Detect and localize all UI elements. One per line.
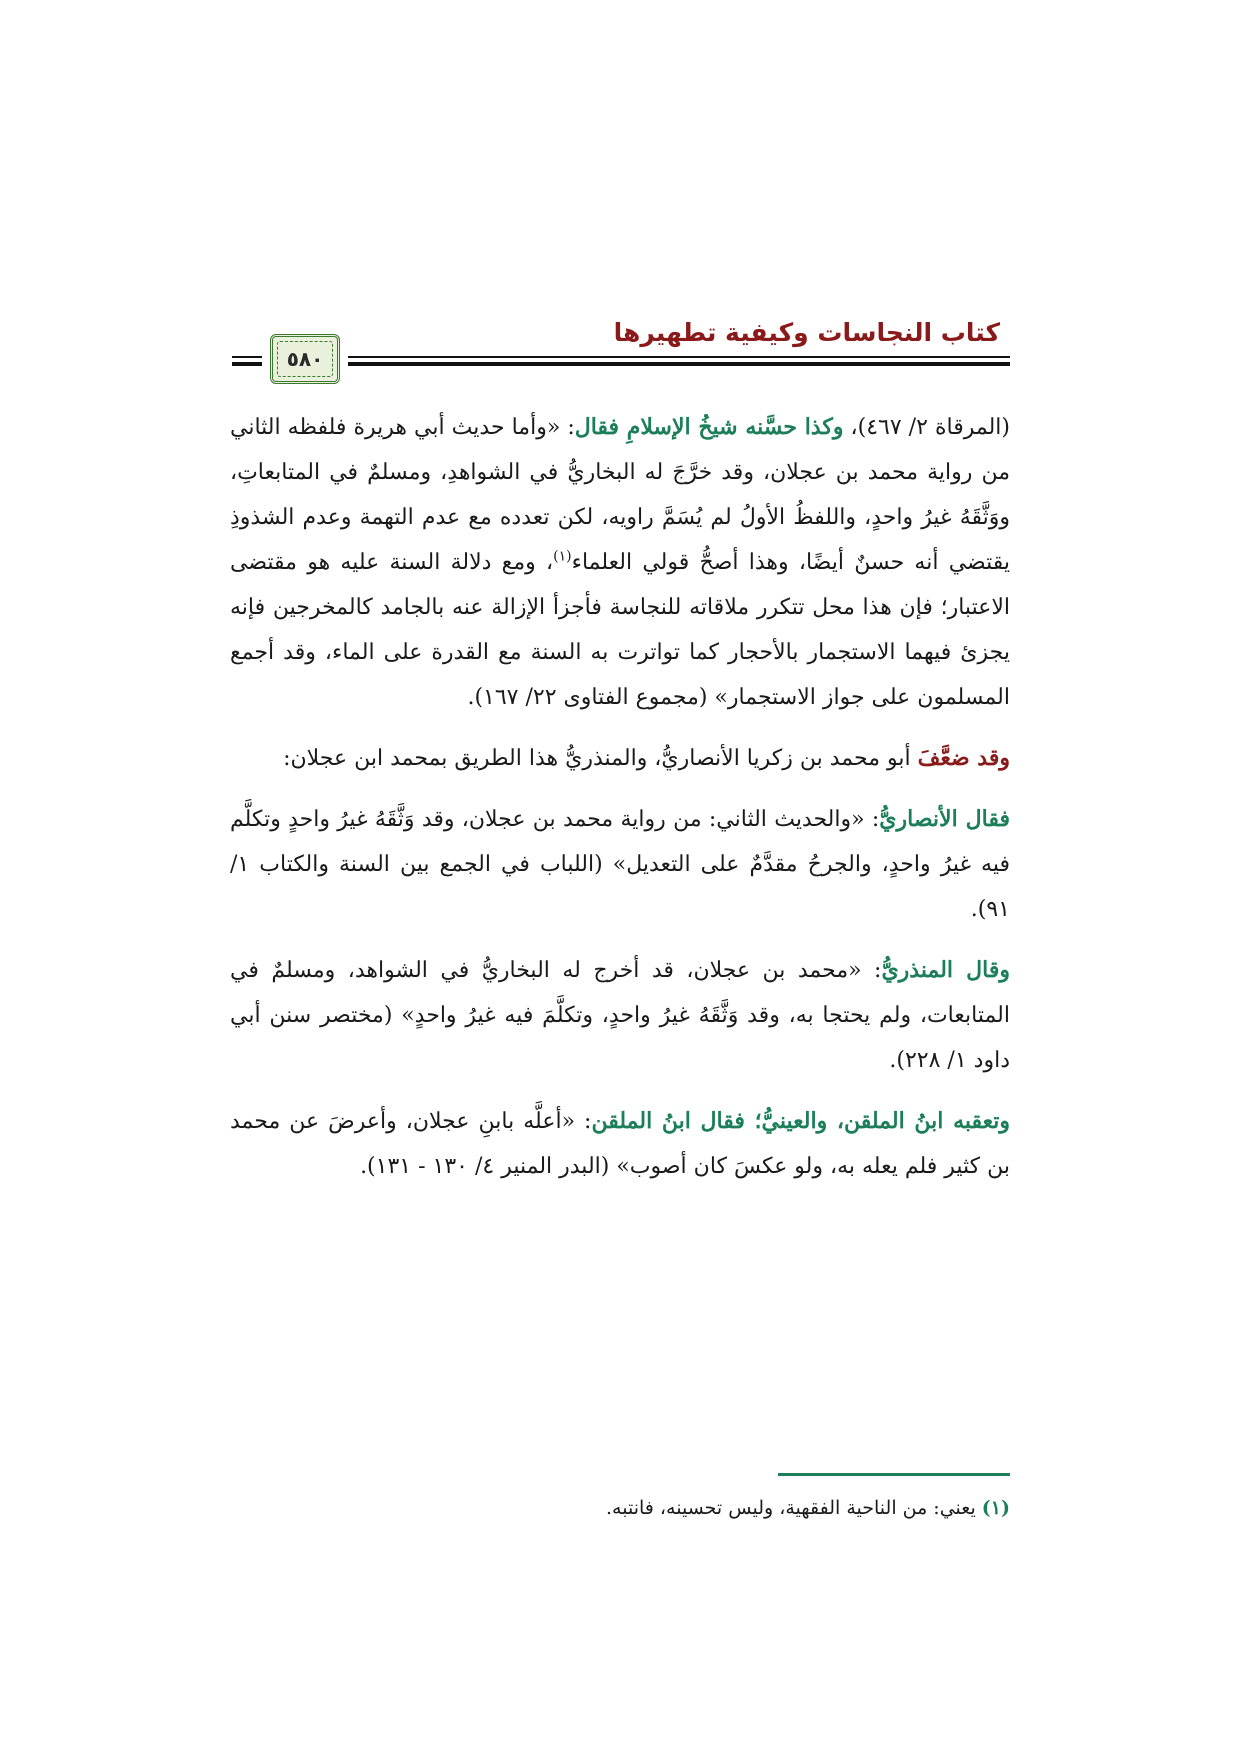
paragraph-4 <box>230 948 1010 1083</box>
quote-text: : «والحديث الثاني: من رواية محمد بن عجلان، وقد وَثَّقَهُ غيرُ واحدٍ وتكلَّم فيه غيرُ واحدٍ، والجرحُ مقدَّمٌ على التعديل» (اللباب في الجمع بين السنة والكتاب ١/ ٩١). <box>230 807 1010 922</box>
paragraph-5 <box>230 1099 1010 1189</box>
quote-text: : «محمد بن عجلان، قد أخرج له البخاريُّ في الشواهد، ومسلمٌ في المتابعات، ولم يحتجا به، وقد وَثَّقَهُ غيرُ واحدٍ، وتكلَّمَ فيه غيرُ واحدٍ» (مختصر سنن أبي داود ١/ ٢٢٨). <box>230 958 1010 1073</box>
footnote-marker: (١) <box>981 1497 1010 1519</box>
highlight-red: وقد ضعَّفَ <box>917 745 1010 771</box>
page-header <box>232 318 1010 388</box>
header-rule-left-thick <box>232 362 262 366</box>
page-number-badge <box>270 334 340 384</box>
page-number: ٥٨٠ <box>286 347 324 371</box>
quote-text: : «وأما حديث أبي هريرة فلفظه الثاني من رواية محمد بن عجلان، وقد خرَّجَ له البخاريُّ في الشواهدِ، ومسلمٌ في المتابعاتِ، ووَثَّقَهُ غيرُ واحدٍ، واللفظُ الأولُ لم يُسَمَّ راويه، لكن تعدده مع عدم التهمة وعدم الشذوذِ يقتضي أنه حسنٌ أيضًا، وهذا أصحُّ قولي العلماء <box>230 415 1010 575</box>
header-rule-left-thin <box>232 356 262 358</box>
header-rule-thin <box>348 356 1010 358</box>
footnote-text: يعني: من الناحية الفقهية، وليس تحسينه، فانتبه. <box>606 1497 982 1519</box>
highlight-green: فقال الأنصاريُّ <box>879 806 1010 832</box>
footnote <box>230 1492 1010 1524</box>
highlight-green: وقال المنذريُّ <box>881 957 1010 983</box>
header-rule-thick <box>348 362 1010 366</box>
quote-text: : «أعلَّه بابنِ عجلان، وأعرضَ عن محمد بن كثير فلم يعله به، ولو عكسَ كان أصوب» (البدر المنير ٤/ ١٣٠ - ١٣١). <box>230 1109 1010 1179</box>
footnote-separator <box>778 1473 1010 1476</box>
highlight-green: وكذا حسَّنه شيخُ الإسلامِ فقال <box>574 414 844 440</box>
footnote-reference: (١) <box>553 548 572 565</box>
body-text: أبو محمد بن زكريا الأنصاريُّ، والمنذريُّ هذا الطريق بمحمد ابن عجلان: <box>283 746 918 771</box>
highlight-green: وتعقبه ابنُ الملقن، والعينيُّ؛ فقال ابنُ الملقن <box>591 1108 1010 1134</box>
paragraph-1 <box>230 405 1010 720</box>
main-text <box>230 405 1010 1205</box>
quote-text: ، ومع دلالة السنة عليه هو مقتضى الاعتبار؛ فإن هذا محل تتكرر ملاقاته للنجاسة فأجزأ الإزالة عنه بالجامد كالمخرجين فإنه يجزئ فيهما الاستجمار بالأحجار كما تواترت به السنة مع القدرة على الماء، وقد أجمع المسلمون على جواز الاستجمار» (مجموع الفتاوى ٢٢/ ١٦٧). <box>230 550 1010 710</box>
book-title: كتاب النجاسات وكيفية تطهيرها <box>613 318 1000 347</box>
citation-text: (المرقاة ٢/ ٤٦٧)، <box>843 415 1010 440</box>
paragraph-2 <box>230 736 1010 781</box>
paragraph-3 <box>230 797 1010 932</box>
